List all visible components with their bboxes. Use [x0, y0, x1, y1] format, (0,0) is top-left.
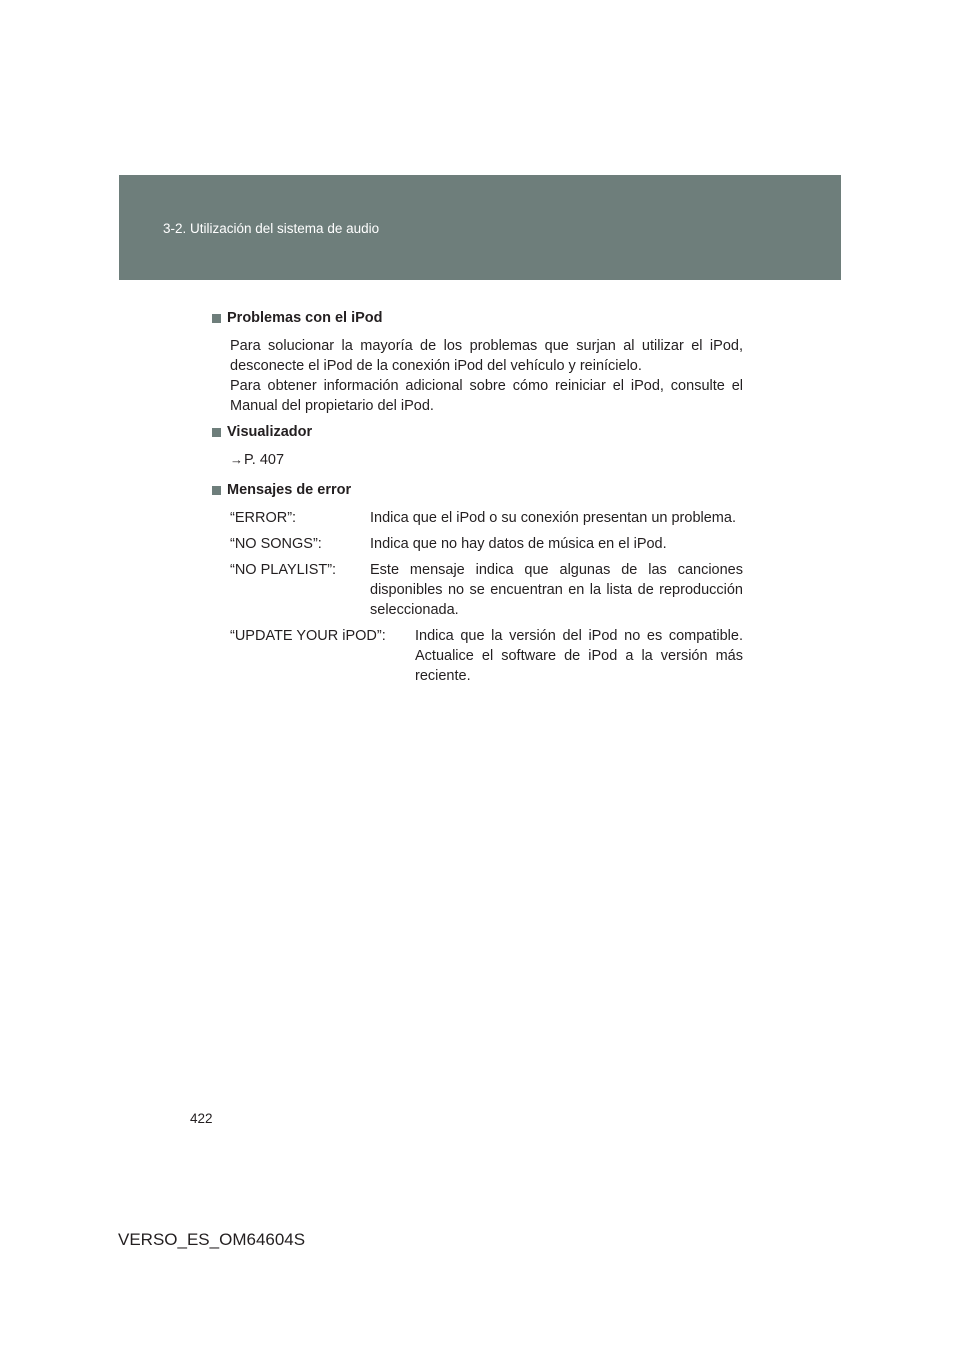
error-message-description: Este mensaje indica que algunas de las canciones disponibles no se encuentran en la lista de reproducción seleccionada.	[370, 562, 743, 618]
section-title: Visualizador	[227, 424, 313, 440]
paragraph: Para solucionar la mayoría de los problemas que surjan al utilizar el iPod, desconecte el iPod de la conexión iPod del vehículo y reinícielo.	[230, 338, 743, 374]
error-message-label: “UPDATE YOUR iPOD”:	[230, 628, 386, 644]
page-reference-link[interactable]	[230, 450, 743, 470]
bullet-square-icon	[212, 314, 221, 323]
arrow-right-icon: →	[230, 452, 243, 467]
error-message-label: “NO PLAYLIST”:	[230, 562, 337, 578]
error-message-row	[230, 626, 743, 686]
section-heading-display	[212, 422, 743, 442]
bullet-square-icon	[212, 486, 221, 495]
section-body-ipod-problems	[230, 336, 743, 416]
paragraph: Para obtener información adicional sobre cómo reiniciar el iPod, consulte el Manual del propietario del iPod.	[230, 378, 743, 414]
page-content	[212, 308, 743, 692]
error-message-description: Indica que no hay datos de música en el iPod.	[370, 536, 667, 552]
chapter-title: 3-2. Utilización del sistema de audio	[163, 221, 380, 236]
section-heading-error-messages	[212, 480, 743, 500]
section-heading-ipod-problems	[212, 308, 743, 328]
error-message-row	[230, 560, 743, 620]
error-message-label: “ERROR”:	[230, 510, 297, 526]
chapter-header-bar	[119, 175, 841, 280]
error-message-row	[230, 508, 743, 528]
section-title: Problemas con el iPod	[227, 310, 383, 326]
error-message-label: “NO SONGS”:	[230, 536, 322, 552]
error-message-description: Indica que la versión del iPod no es compatible. Actualice el software de iPod a la versión más reciente.	[415, 628, 743, 684]
page-reference-text: P. 407	[244, 452, 285, 468]
error-message-row	[230, 534, 743, 554]
bullet-square-icon	[212, 428, 221, 437]
page-number: 422	[190, 1111, 213, 1126]
section-title: Mensajes de error	[227, 482, 352, 498]
document-code: VERSO_ES_OM64604S	[118, 1230, 306, 1249]
error-message-description: Indica que el iPod o su conexión presentan un problema.	[370, 510, 736, 526]
